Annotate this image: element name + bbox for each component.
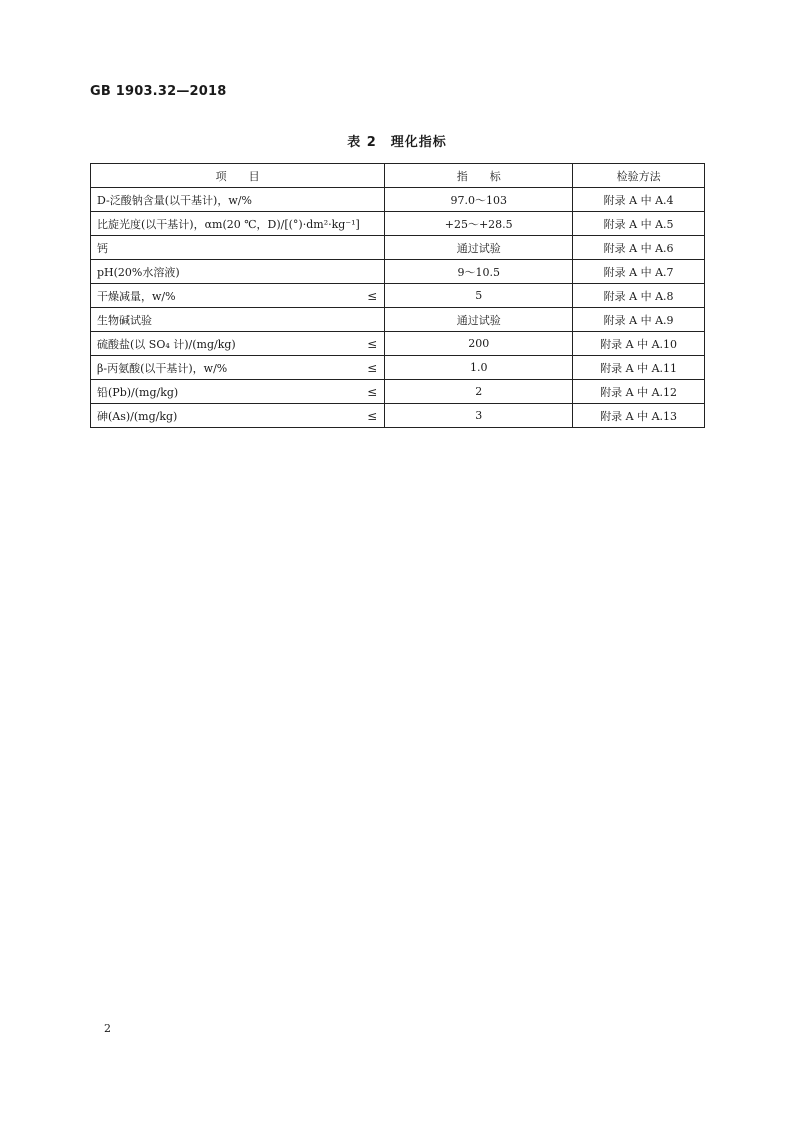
row-method-cell: 附录 A 中 A.6 [573,236,705,260]
row-item-label: 生物碱试验 [97,313,152,327]
row-index-cell: 2 [385,380,573,404]
table-title: 表 2 理化指标 [347,135,447,150]
row-index-cell: +25～+28.5 [385,212,573,236]
row-item-label: D-泛酸钠含量(以干基计)，w/% [97,193,252,207]
table-row [91,260,705,284]
table-row [91,308,705,332]
row-index-cell: 通过试验 [385,236,573,260]
standard-code: GB 1903.32—2018 [90,84,227,99]
row-item-label: 比旋光度(以干基计)，αm(20 ℃，D)/[(°)·dm²·kg⁻¹] [97,217,360,231]
row-item-label: 钙 [97,241,108,255]
row-index-cell: 97.0～103 [385,188,573,212]
row-index-cell: 3 [385,404,573,428]
row-item-label: 硫酸盐(以 SO₄ 计)/(mg/kg) [97,337,236,351]
row-method-cell: 附录 A 中 A.8 [573,284,705,308]
row-item-cell [91,212,385,236]
column-header-item: 项 目 [91,164,385,188]
row-item-cell [91,308,385,332]
row-method-cell: 附录 A 中 A.12 [573,380,705,404]
table-row [91,356,705,380]
table-row [91,212,705,236]
row-method-cell: 附录 A 中 A.7 [573,260,705,284]
row-index-cell: 9～10.5 [385,260,573,284]
page-number: 2 [104,1022,111,1035]
row-item-label: 铅(Pb)/(mg/kg) [97,385,179,399]
table-row [91,188,705,212]
row-index-cell: 1.0 [385,356,573,380]
le-symbol: ≤ [367,360,378,375]
row-item-cell [91,332,385,356]
le-symbol: ≤ [367,336,378,351]
row-method-cell: 附录 A 中 A.13 [573,404,705,428]
row-item-cell [91,404,385,428]
column-header-method: 检验方法 [573,164,705,188]
physicochemical-spec-table [90,163,705,428]
row-method-cell: 附录 A 中 A.4 [573,188,705,212]
row-item-label: 砷(As)/(mg/kg) [97,409,178,423]
row-item-cell [91,260,385,284]
le-symbol: ≤ [367,408,378,423]
row-method-cell: 附录 A 中 A.5 [573,212,705,236]
table-row [91,284,705,308]
row-item-label: 干燥减量，w/% [97,289,176,303]
table-header-row [91,164,705,188]
row-method-cell: 附录 A 中 A.10 [573,332,705,356]
row-item-cell [91,380,385,404]
table-row [91,332,705,356]
le-symbol: ≤ [367,288,378,303]
row-item-label: pH(20%水溶液) [97,265,180,279]
row-item-cell [91,356,385,380]
row-item-cell [91,188,385,212]
column-header-index: 指 标 [385,164,573,188]
table-row [91,404,705,428]
row-item-cell [91,284,385,308]
table-row [91,380,705,404]
row-item-cell [91,236,385,260]
row-index-cell: 5 [385,284,573,308]
row-method-cell: 附录 A 中 A.9 [573,308,705,332]
table-row [91,236,705,260]
row-index-cell: 通过试验 [385,308,573,332]
row-method-cell: 附录 A 中 A.11 [573,356,705,380]
le-symbol: ≤ [367,384,378,399]
row-index-cell: 200 [385,332,573,356]
row-item-label: β-丙氨酸(以干基计)，w/% [97,361,228,375]
